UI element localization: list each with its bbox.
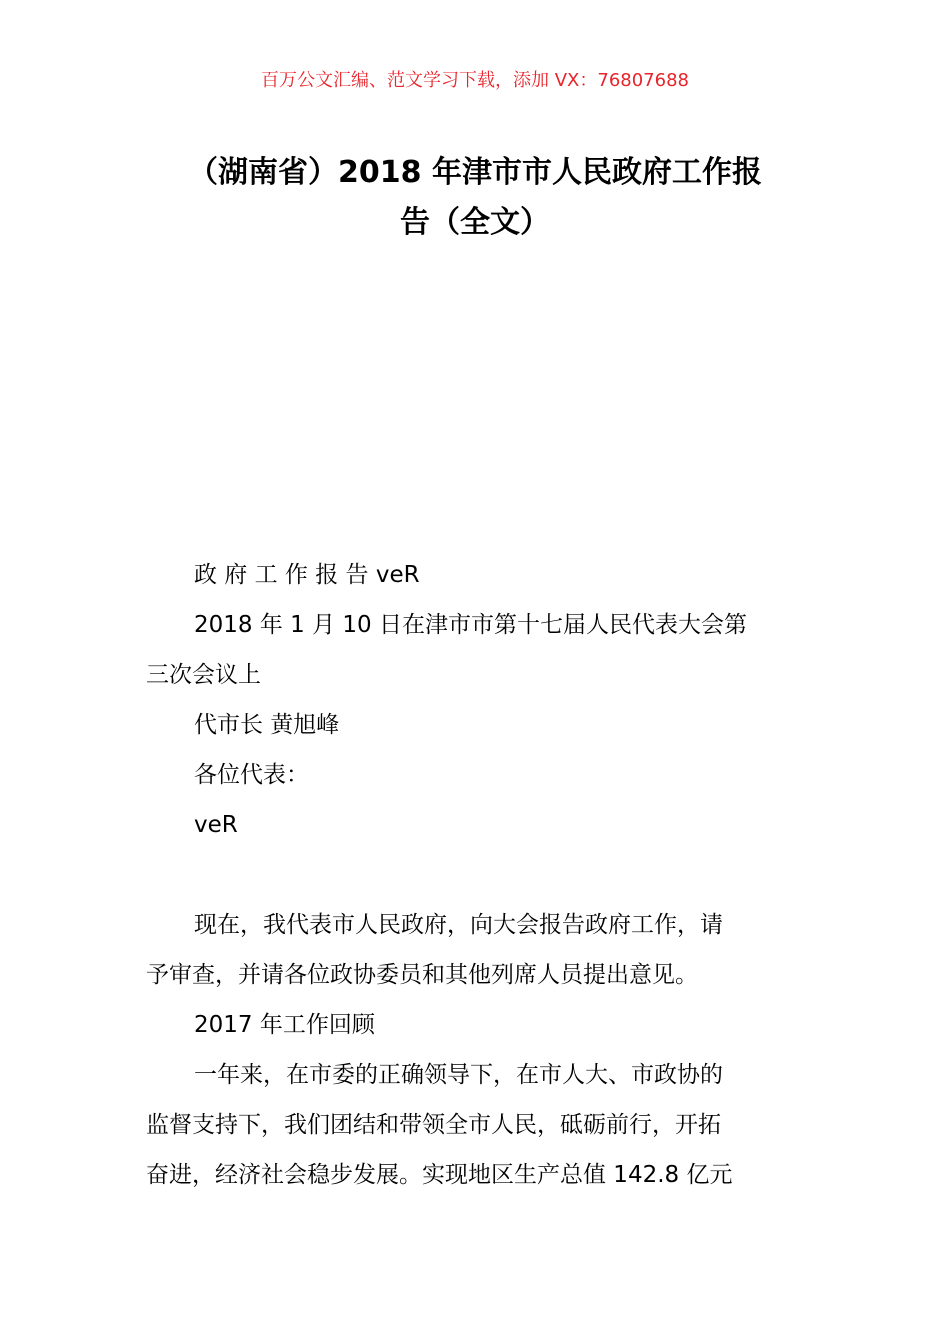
section-title: 2017 年工作回顾 bbox=[194, 1012, 375, 1038]
paragraph-2-line-3: 奋进，经济社会稳步发展。实现地区生产总值 142.8 亿元 bbox=[146, 1162, 733, 1188]
paragraph-1-line-2: 予审查，并请各位政协委员和其他列席人员提出意见。 bbox=[146, 962, 698, 988]
document-title-line-2: 告（全文） bbox=[400, 205, 550, 240]
marker-text: veR bbox=[194, 812, 238, 838]
report-heading: 政 府 工 作 报 告 veR bbox=[194, 562, 420, 588]
blank-line bbox=[146, 850, 808, 900]
document-body bbox=[146, 550, 808, 1200]
paragraph-1-line-1: 现在，我代表市人民政府，向大会报告政府工作，请 bbox=[194, 912, 723, 938]
paragraph-2-line-1: 一年来，在市委的正确领导下，在市人大、市政协的 bbox=[194, 1062, 723, 1088]
document-title bbox=[140, 148, 810, 248]
meeting-info-line-1: 2018 年 1 月 10 日在津市市第十七届人民代表大会第 bbox=[194, 612, 747, 638]
salutation: 各位代表： bbox=[194, 762, 309, 788]
author-line: 代市长 黄旭峰 bbox=[194, 712, 340, 738]
document-title-line-1: （湖南省）2018 年津市市人民政府工作报 bbox=[188, 155, 762, 190]
watermark-header-note: 百万公文汇编、范文学习下载，添加 VX：76807688 bbox=[261, 70, 689, 91]
meeting-info-line-2: 三次会议上 bbox=[146, 662, 261, 688]
paragraph-2-line-2: 监督支持下，我们团结和带领全市人民，砥砺前行，开拓 bbox=[146, 1112, 721, 1138]
